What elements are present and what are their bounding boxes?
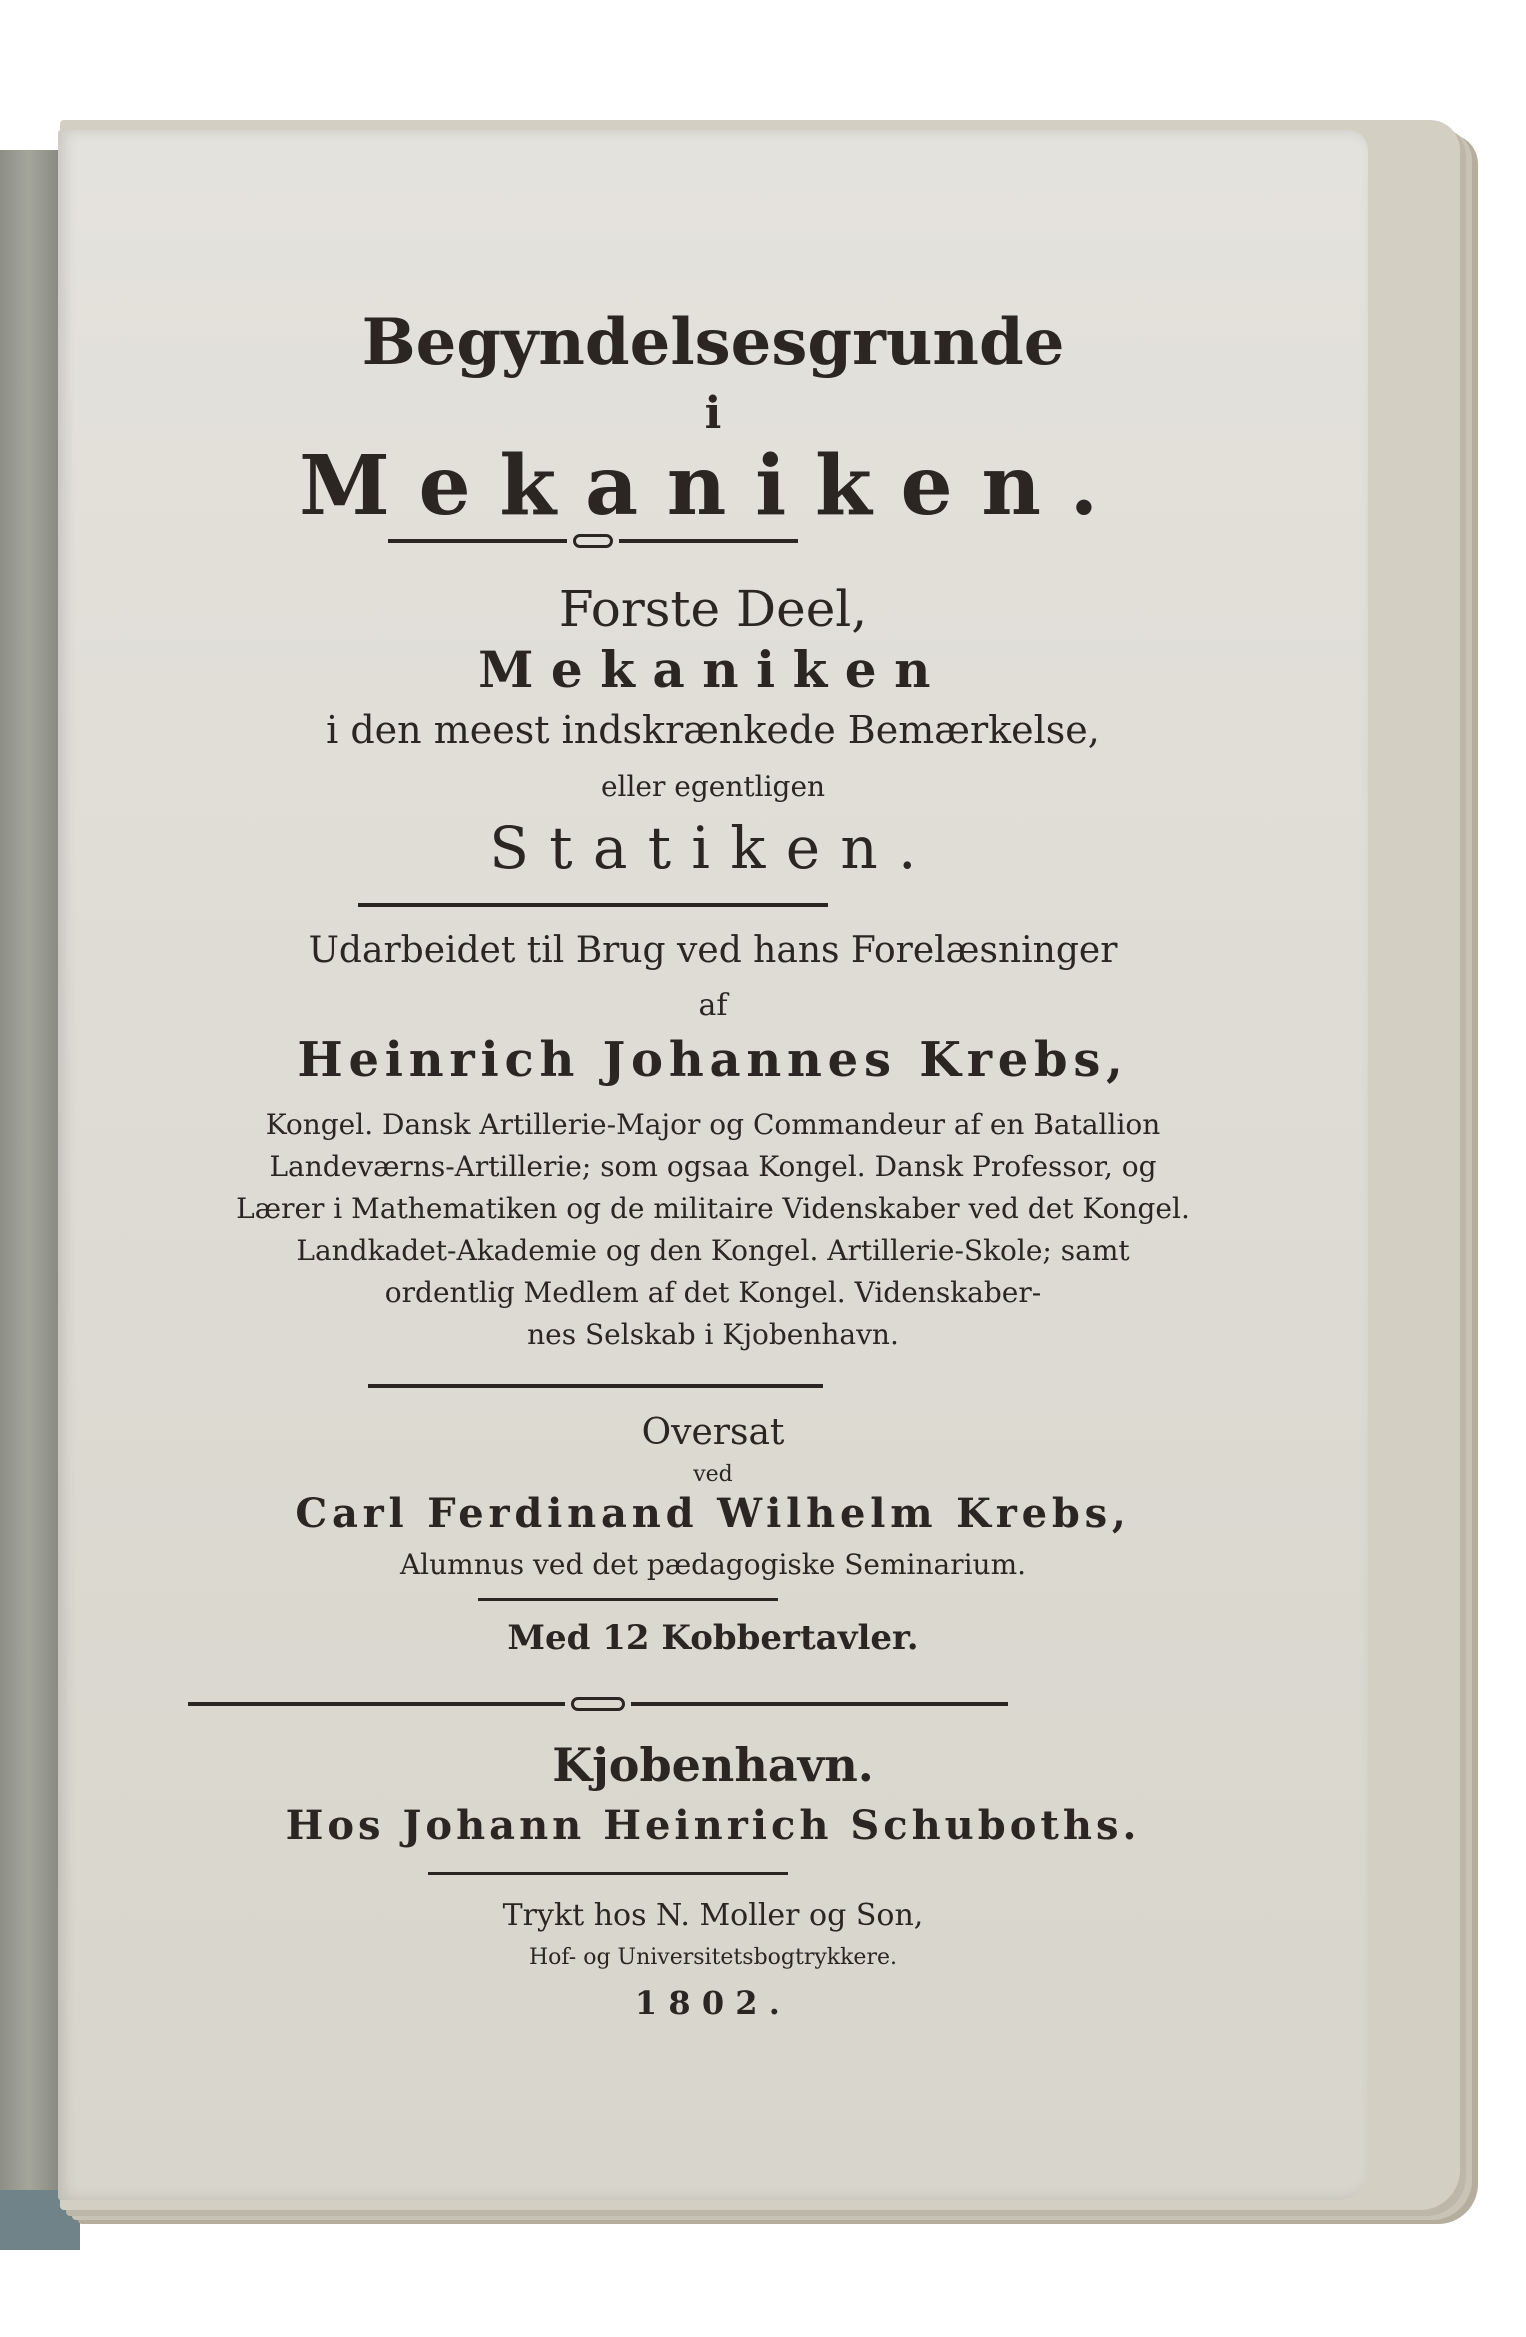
translator-title: Alumnus ved det pædagogiske Seminarium. <box>399 1548 1027 1581</box>
printer-title-line: Hof- og Universitetsbogtrykkere. <box>529 1945 897 1970</box>
divider-rule-1 <box>358 903 828 907</box>
title-line-1: Begyndelsesgrunde <box>361 305 1065 380</box>
or-line: eller egentligen <box>600 770 826 803</box>
author-title-1: Kongel. Dansk Artillerie-Major og Commandeur af en Batallion <box>265 1108 1161 1141</box>
year-line: 1802. <box>634 1984 792 2022</box>
divider-rule-4 <box>428 1872 788 1875</box>
plates-line: Med 12 Kobbertavler. <box>507 1618 919 1658</box>
title-ornament-rule <box>388 534 798 548</box>
subject-description: i den meest indskrænkede Bemærkelse, <box>326 708 1100 752</box>
translator-name: Carl Ferdinand Wilhelm Krebs, <box>295 1490 1131 1537</box>
printer-line: Trykt hos N. Moller og Son, <box>502 1898 924 1933</box>
author-name: Heinrich Johannes Krebs, <box>297 1032 1129 1088</box>
title-line-2: i <box>704 388 722 439</box>
part-line: Forste Deel, <box>558 580 868 638</box>
divider-rule-2 <box>368 1384 823 1388</box>
author-title-4: Landkadet-Akademie og den Kongel. Artillerie-Skole; samt <box>296 1234 1130 1267</box>
author-title-6: nes Selskab i Kjobenhavn. <box>527 1318 899 1351</box>
publisher-line: Hos Johann Heinrich Schuboths. <box>285 1802 1141 1849</box>
author-title-3: Lærer i Mathematiken og de militaire Videnskaber ved det Kongel. <box>236 1192 1190 1225</box>
statics-line: Statiken. <box>489 814 937 882</box>
subject-line: Mekaniken <box>478 640 948 699</box>
author-title-2: Landeværns-Artillerie; som ogsaa Kongel. Dansk Professor, og <box>269 1150 1157 1183</box>
city-line: Kjobenhavn. <box>552 1738 874 1792</box>
divider-rule-3 <box>478 1598 778 1601</box>
worked-out-line: Udarbeidet til Brug ved hans Forelæsninger <box>308 930 1118 971</box>
title-line-3: Mekaniken. <box>299 438 1127 534</box>
translated-by-line: ved <box>693 1462 733 1487</box>
imprint-ornament-rule <box>188 1697 1008 1711</box>
author-title-5: ordentlig Medlem af det Kongel. Videnskaber- <box>384 1276 1042 1309</box>
by-line: af <box>698 988 728 1023</box>
translated-line: Oversat <box>641 1412 785 1453</box>
title-page <box>58 130 1368 2200</box>
